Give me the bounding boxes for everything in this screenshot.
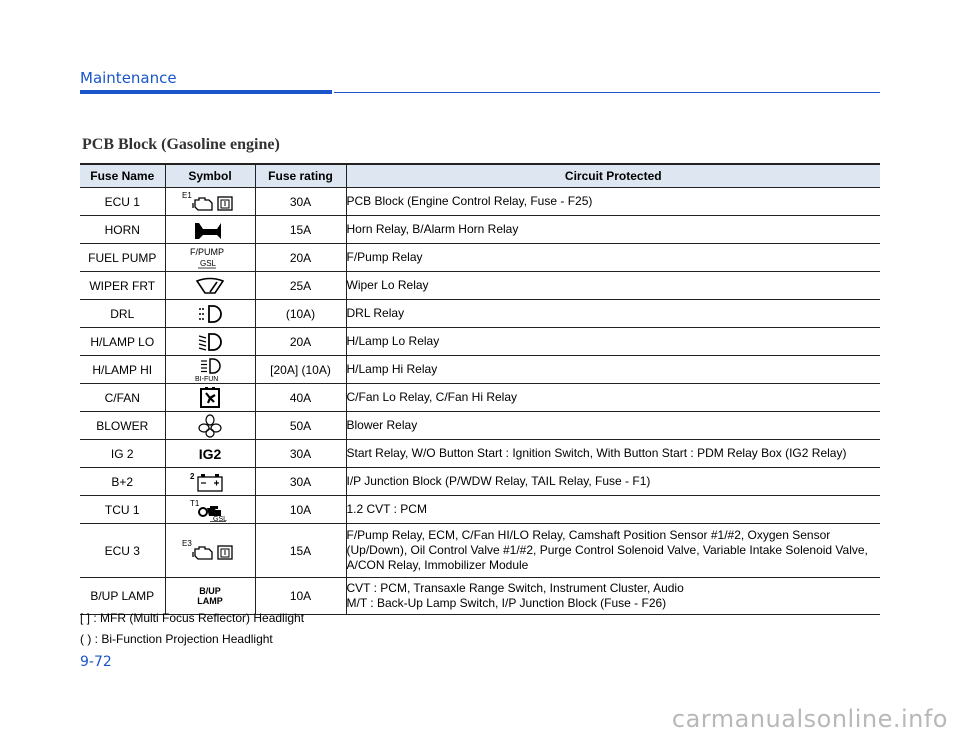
- symbol-label: GSL: [200, 258, 217, 268]
- column-header: Fuse Name: [80, 164, 165, 188]
- drl-icon: [193, 303, 227, 325]
- transmission-icon: [180, 498, 240, 522]
- fuse-rating: 30A: [255, 188, 346, 216]
- fuse-rating: 20A: [255, 328, 346, 356]
- cooling-fan-icon: [193, 387, 227, 409]
- symbol-label: E3: [182, 538, 192, 548]
- symbol-label: F/PUMP: [190, 246, 225, 257]
- circuit-protected: F/Pump Relay, ECM, C/Fan HI/LO Relay, Camshaft Position Sensor #1/#2, Oxygen Sensor (Up/Down), Oil Control Valve #1/#2, Purge Control Solenoid Valve, Variable Intake Solenoid Valve, A/CON Relay, Immobilizer Module: [346, 524, 880, 578]
- fuse-name: C/FAN: [80, 384, 165, 412]
- fuse-rating: [20A] (10A): [255, 356, 346, 384]
- footnote-mfr: [ ] : MFR (Multi Focus Reflector) Headlight: [80, 611, 305, 625]
- circuit-line: CVT : PCM, Transaxle Range Switch, Instrument Cluster, Audio: [346, 581, 684, 595]
- fuse-name: TCU 1: [80, 496, 165, 524]
- column-header: Fuse rating: [255, 164, 346, 188]
- table-row: [80, 468, 880, 496]
- circuit-protected: H/Lamp Lo Relay: [346, 328, 880, 356]
- fuse-rating: 50A: [255, 412, 346, 440]
- symbol-label: LAMP: [197, 596, 223, 606]
- fuse-table: [80, 163, 880, 615]
- fuse-name: WIPER FRT: [80, 272, 165, 300]
- circuit-protected: PCB Block (Engine Control Relay, Fuse - F25): [346, 188, 880, 216]
- fuse-rating: 30A: [255, 468, 346, 496]
- blower-icon: [193, 414, 227, 438]
- circuit-protected: C/Fan Lo Relay, C/Fan Hi Relay: [346, 384, 880, 412]
- table-row: [80, 356, 880, 384]
- fuse-name: H/LAMP LO: [80, 328, 165, 356]
- fuse-rating: 15A: [255, 524, 346, 578]
- fuse-name: H/LAMP HI: [80, 356, 165, 384]
- circuit-protected: 1.2 CVT : PCM: [346, 496, 880, 524]
- header-rule-thin: [334, 92, 880, 93]
- table-row: [80, 578, 880, 615]
- table-row: [80, 244, 880, 272]
- battery-icon: [188, 471, 232, 493]
- low-beam-icon: [193, 331, 227, 353]
- ecu-icon: [178, 190, 242, 214]
- symbol-label: B/UP: [199, 586, 221, 596]
- fuse-rating: 10A: [255, 578, 346, 615]
- header-rule-thick: [80, 90, 332, 94]
- fuse-rating: (10A): [255, 300, 346, 328]
- fuse-rating: 10A: [255, 496, 346, 524]
- table-row: [80, 412, 880, 440]
- table-row: [80, 524, 880, 578]
- symbol-label: GSL: [213, 515, 228, 522]
- wiper-icon: [193, 275, 227, 297]
- fuse-name: DRL: [80, 300, 165, 328]
- circuit-protected: H/Lamp Hi Relay: [346, 356, 880, 384]
- fuse-name: ECU 3: [80, 524, 165, 578]
- circuit-protected: [346, 578, 880, 615]
- circuit-protected: Start Relay, W/O Button Start : Ignition Switch, With Button Start : PDM Relay Box (IG2 Relay): [346, 440, 880, 468]
- table-row: [80, 328, 880, 356]
- horn-icon: [193, 219, 227, 241]
- fuse-rating: 20A: [255, 244, 346, 272]
- page-heading: PCB Block (Gasoline engine): [82, 136, 280, 153]
- symbol-label: 2: [190, 471, 195, 481]
- watermark: carmanualsonline.info: [671, 705, 948, 733]
- ecu-icon: [178, 538, 242, 564]
- fuse-name: FUEL PUMP: [80, 244, 165, 272]
- table-row: [80, 384, 880, 412]
- column-header: Symbol: [165, 164, 255, 188]
- footnote-bi-function: ( ) : Bi-Function Projection Headlight: [80, 632, 273, 646]
- symbol-label: E1: [182, 190, 192, 200]
- symbol-label: T1: [190, 498, 200, 508]
- table-header-row: [80, 164, 880, 188]
- table-row: [80, 496, 880, 524]
- fuse-name: B/UP LAMP: [80, 578, 165, 615]
- fuse-name: BLOWER: [80, 412, 165, 440]
- table-row: [80, 188, 880, 216]
- fuse-name: HORN: [80, 216, 165, 244]
- circuit-protected: Blower Relay: [346, 412, 880, 440]
- backup-lamp-symbol: [166, 586, 255, 606]
- fuse-rating: 15A: [255, 216, 346, 244]
- circuit-protected: Horn Relay, B/Alarm Horn Relay: [346, 216, 880, 244]
- circuit-line: M/T : Back-Up Lamp Switch, I/P Junction Block (Fuse - F26): [346, 596, 667, 610]
- table-row: [80, 440, 880, 468]
- circuit-protected: Wiper Lo Relay: [346, 272, 880, 300]
- section-title: Maintenance: [80, 69, 177, 87]
- page-number: 9-72: [80, 654, 112, 670]
- fuse-name: B+2: [80, 468, 165, 496]
- circuit-protected: I/P Junction Block (P/WDW Relay, TAIL Relay, Fuse - F1): [346, 468, 880, 496]
- fuse-name: ECU 1: [80, 188, 165, 216]
- circuit-protected: DRL Relay: [346, 300, 880, 328]
- table-row: [80, 216, 880, 244]
- high-beam-icon: [190, 358, 230, 382]
- fuse-name: IG 2: [80, 440, 165, 468]
- fuse-rating: 40A: [255, 384, 346, 412]
- table-row: [80, 272, 880, 300]
- circuit-protected: F/Pump Relay: [346, 244, 880, 272]
- fuel-pump-text-icon: [178, 246, 242, 270]
- ig2-symbol-text: IG2: [198, 445, 222, 462]
- fuse-rating: 30A: [255, 440, 346, 468]
- table-row: [80, 300, 880, 328]
- fuse-rating: 25A: [255, 272, 346, 300]
- symbol-label: BI-FUN: [195, 375, 219, 382]
- column-header: Circuit Protected: [346, 164, 880, 188]
